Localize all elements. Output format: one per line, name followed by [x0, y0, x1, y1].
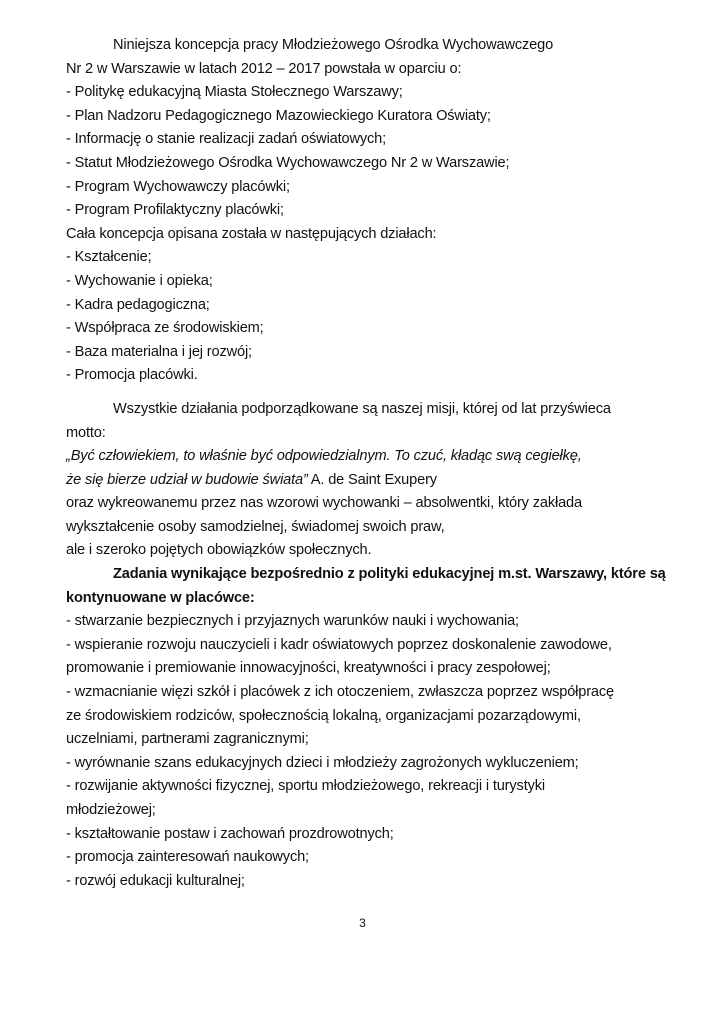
list-item: ze środowiskiem rodziców, społecznością lokalną, organizacjami pozarządowymi, — [66, 707, 581, 724]
list-item: - Współpraca ze środowiskiem; — [66, 320, 264, 337]
list-item: promowanie i premiowanie innowacyjności, kreatywności i pracy zespołowej; — [66, 660, 551, 677]
list-item: - rozwijanie aktywności fizycznej, sportu młodzieżowego, rekreacji i turystyki — [66, 778, 545, 795]
areas-heading: Cała koncepcja opisana została w następujących działach: — [66, 225, 437, 242]
list-item: - Plan Nadzoru Pedagogicznego Mazowieckiego Kuratora Oświaty; — [66, 107, 491, 124]
tasks-heading: kontynuowane w placówce: — [66, 589, 255, 606]
motto-quote: „Być człowiekiem, to właśnie być odpowiedzialnym. To czuć, kładąc swą cegiełkę, — [66, 448, 582, 465]
list-item: - Kadra pedagogiczna; — [66, 296, 210, 313]
motto-quote: że się bierze udział w budowie świata” — [66, 471, 308, 488]
intro-line: Nr 2 w Warszawie w latach 2012 – 2017 powstała w oparciu o: — [66, 60, 462, 77]
list-item: uczelniami, partnerami zagranicznymi; — [66, 731, 309, 748]
mission-line: Wszystkie działania podporządkowane są naszej misji, której od lat przyświeca — [113, 400, 611, 417]
list-item: - stwarzanie bezpiecznych i przyjaznych warunków nauki i wychowania; — [66, 613, 519, 630]
list-item: - Program Profilaktyczny placówki; — [66, 202, 284, 219]
list-item: - promocja zainteresowań naukowych; — [66, 849, 309, 866]
list-item: - wzmacnianie więzi szkół i placówek z ich otoczeniem, zwłaszcza poprzez współpracę — [66, 684, 615, 701]
document-page — [66, 34, 686, 893]
list-item: - rozwój edukacji kulturalnej; — [66, 872, 245, 889]
list-item: - Promocja placówki. — [66, 367, 198, 384]
list-item: - Politykę edukacyjną Miasta Stołecznego Warszawy; — [66, 84, 403, 101]
list-item: - Kształcenie; — [66, 249, 152, 266]
mission-line: motto: — [66, 424, 106, 441]
page-number: 3 — [359, 916, 366, 930]
list-item: - Wychowanie i opieka; — [66, 272, 213, 289]
list-item: - kształtowanie postaw i zachowań prozdrowotnych; — [66, 825, 394, 842]
list-item: - Statut Młodzieżowego Ośrodka Wychowawczego Nr 2 w Warszawie; — [66, 154, 510, 171]
tasks-list — [66, 610, 686, 893]
motto-quote-end — [66, 469, 686, 493]
list-item: młodzieżowej; — [66, 802, 156, 818]
list-item: - Program Wychowawczy placówki; — [66, 178, 290, 195]
mission-line: oraz wykreowanemu przez nas wzorowi wychowanki – absolwentki, który zakłada — [66, 495, 582, 512]
mission-line: wykształcenie osoby samodzielnej, świadomej swoich praw, — [66, 518, 445, 535]
intro-line: Niniejsza koncepcja pracy Młodzieżowego Ośrodka Wychowawczego — [113, 37, 554, 53]
list-item: - wyrównanie szans edukacyjnych dzieci i młodzieży zagrożonych wykluczeniem; — [66, 754, 579, 771]
tasks-heading: Zadania wynikające bezpośrednio z polityki edukacyjnej m.st. Warszawy, które są — [113, 566, 666, 583]
list-item: - Informację o stanie realizacji zadań oświatowych; — [66, 131, 387, 148]
sources-list — [66, 81, 686, 223]
list-item: - Baza materialna i jej rozwój; — [66, 343, 252, 360]
quote-author: A. de Saint Exupery — [307, 471, 437, 488]
mission-line: ale i szeroko pojętych obowiązków społecznych. — [66, 542, 372, 559]
areas-list — [66, 246, 686, 388]
list-item: - wspieranie rozwoju nauczycieli i kadr oświatowych poprzez doskonalenie zawodowe, — [66, 636, 612, 653]
